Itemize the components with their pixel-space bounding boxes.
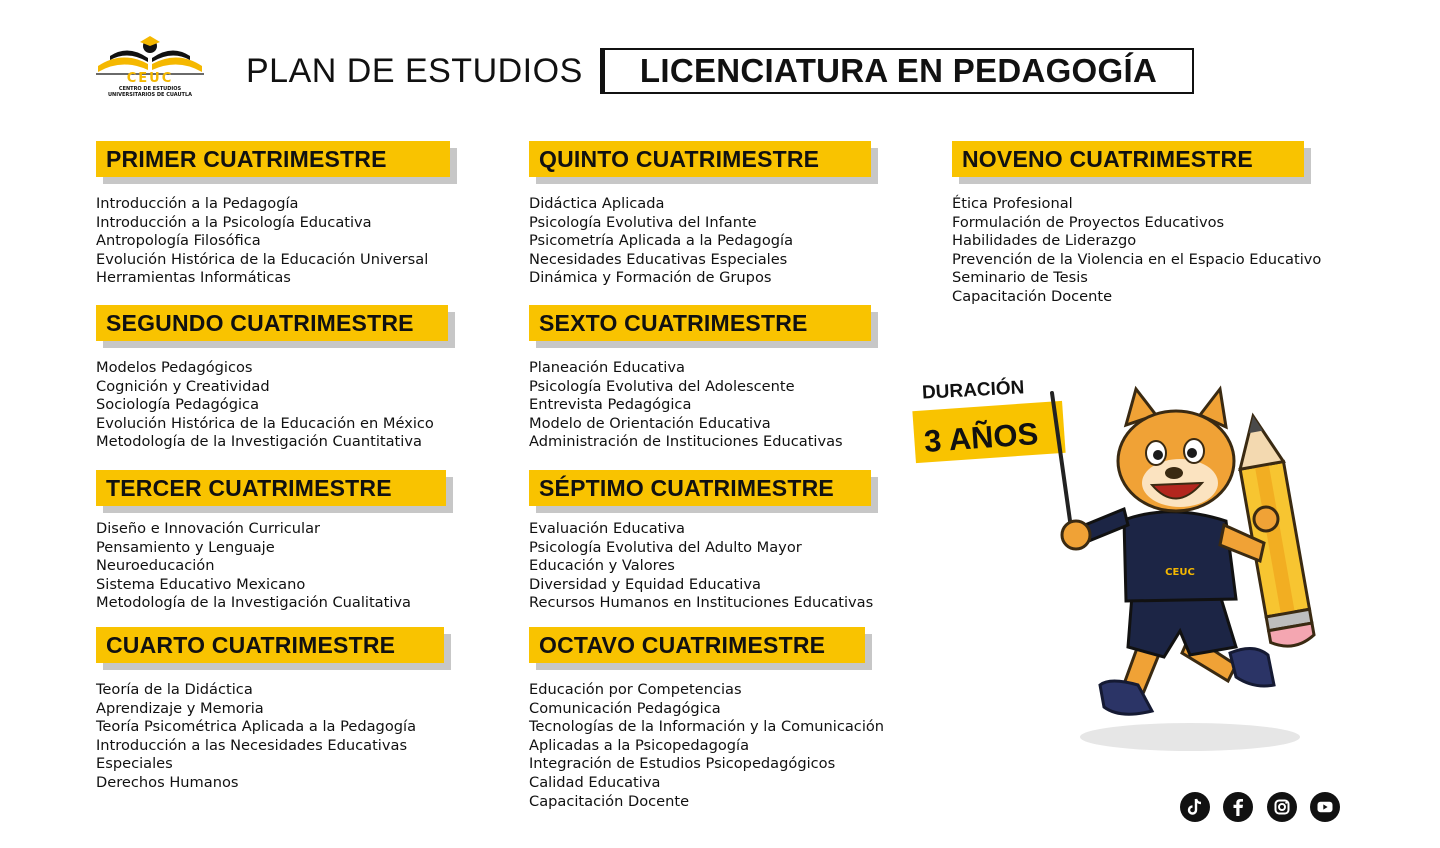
subject-item: Psicometría Aplicada a la Pedagogía: [529, 232, 794, 250]
semester-9: [952, 141, 1321, 307]
subject-item: Didáctica Aplicada: [529, 195, 665, 212]
subject-item: Derechos Humanos: [96, 773, 239, 791]
subject-item: Formulación de Proyectos Educativos: [952, 213, 1225, 231]
subject-item: Aprendizaje y Memoria: [96, 699, 264, 717]
ceuc-logo: [92, 36, 208, 104]
youtube-icon[interactable]: [1310, 792, 1340, 822]
duration-value: 3 AÑOS: [922, 416, 1040, 459]
subject-item: Especiales: [96, 755, 173, 773]
subject-item: Administración de Instituciones Educativas: [529, 433, 843, 451]
semester-title: SÉPTIMO CUATRIMESTRE: [529, 470, 871, 506]
subject-item: Teoría Psicométrica Aplicada a la Pedagogía: [96, 718, 417, 736]
subject-list: [529, 520, 873, 613]
subject-item: Psicología Evolutiva del Adolescente: [529, 377, 795, 395]
subject-item: Integración de Estudios Psicopedagógicos: [529, 755, 836, 773]
semester-title: TERCER CUATRIMESTRE: [96, 470, 446, 506]
subject-item: Modelo de Orientación Educativa: [529, 414, 771, 432]
subject-item: Psicología Evolutiva del Infante: [529, 213, 757, 231]
subject-item: Habilidades de Liderazgo: [952, 232, 1137, 250]
subject-item: Dinámica y Formación de Grupos: [529, 269, 772, 287]
subject-item: Comunicación Pedagógica: [529, 699, 721, 717]
subject-item: Psicología Evolutiva del Adulto Mayor: [529, 538, 802, 556]
subject-item: Modelos Pedagógicos: [96, 359, 253, 376]
subject-list: [96, 195, 450, 288]
open-book-icon: [92, 36, 208, 76]
semester-title: QUINTO CUATRIMESTRE: [529, 141, 871, 177]
semester-title: CUARTO CUATRIMESTRE: [96, 627, 444, 663]
subject-item: Ética Profesional: [952, 195, 1073, 212]
subject-item: Seminario de Tesis: [952, 269, 1088, 287]
semester-1: [96, 141, 450, 288]
subject-item: Metodología de la Investigación Cuantitativa: [96, 433, 422, 451]
subject-item: Capacitación Docente: [952, 287, 1113, 305]
logo-subtitle-line2: UNIVERSITARIOS DE CUAUTLA: [107, 92, 193, 98]
subject-item: Evaluación Educativa: [529, 520, 685, 537]
program-title: LICENCIATURA EN PEDAGOGÍA: [600, 48, 1194, 94]
subject-item: Necesidades Educativas Especiales: [529, 250, 788, 268]
duration-label: DURACIÓN: [921, 377, 1025, 404]
subject-item: Introducción a la Pedagogía: [96, 195, 299, 212]
subject-item: Prevención de la Violencia en el Espacio Educativo: [952, 250, 1322, 268]
semester-4: [96, 627, 444, 793]
subject-item: Neuroeducación: [96, 557, 215, 575]
instagram-icon[interactable]: [1267, 792, 1297, 822]
subject-item: Tecnologías de la Información y la Comunicación: [529, 718, 885, 736]
subject-item: Cognición y Creatividad: [96, 377, 270, 395]
tiktok-icon[interactable]: [1180, 792, 1210, 822]
semester-6: [529, 305, 871, 452]
subject-item: Evolución Histórica de la Educación Universal: [96, 250, 429, 268]
semester-title: SEXTO CUATRIMESTRE: [529, 305, 871, 341]
semester-2: [96, 305, 448, 452]
subject-item: Planeación Educativa: [529, 359, 685, 376]
subject-item: Herramientas Informáticas: [96, 269, 291, 287]
semester-5: [529, 141, 871, 288]
subject-item: Capacitación Docente: [529, 792, 690, 810]
subject-item: Evolución Histórica de la Educación en México: [96, 414, 434, 432]
subject-item: Calidad Educativa: [529, 773, 661, 791]
semester-title: SEGUNDO CUATRIMESTRE: [96, 305, 448, 341]
semester-8: [529, 627, 884, 811]
semester-3: [96, 470, 446, 613]
subject-item: Sociología Pedagógica: [96, 396, 260, 414]
facebook-icon[interactable]: [1223, 792, 1253, 822]
page-title: PLAN DE ESTUDIOS: [246, 52, 583, 90]
subject-item: Aplicadas a la Psicopedagogía: [529, 736, 750, 754]
logo-subtitle-line1: CENTRO DE ESTUDIOS: [118, 86, 182, 92]
subject-item: Teoría de la Didáctica: [96, 681, 253, 698]
subject-item: Diversidad y Equidad Educativa: [529, 575, 761, 593]
semester-title: OCTAVO CUATRIMESTRE: [529, 627, 865, 663]
subject-list: [96, 359, 448, 452]
semester-7: [529, 470, 873, 613]
subject-list: [96, 520, 446, 613]
subject-item: Introducción a la Psicología Educativa: [96, 213, 372, 231]
subject-item: Metodología de la Investigación Cualitativa: [96, 594, 411, 612]
subject-list: [952, 195, 1321, 307]
semester-title: NOVENO CUATRIMESTRE: [952, 141, 1304, 177]
subject-item: Diseño e Innovación Curricular: [96, 520, 321, 537]
logo-abbreviation: CEUC: [126, 71, 174, 86]
shirt-logo: CEUC: [1165, 567, 1195, 578]
subject-item: Entrevista Pedagógica: [529, 396, 692, 414]
subject-item: Educación y Valores: [529, 557, 675, 575]
subject-list: [529, 359, 871, 452]
subject-item: Antropología Filosófica: [96, 232, 261, 250]
subject-item: Pensamiento y Lenguaje: [96, 538, 275, 556]
subject-item: Sistema Educativo Mexicano: [96, 575, 306, 593]
lynx-mascot-illustration: [1040, 385, 1350, 755]
subject-list: [529, 681, 884, 811]
subject-list: [96, 681, 444, 793]
subject-item: Educación por Competencias: [529, 681, 742, 698]
subject-item: Introducción a las Necesidades Educativas: [96, 736, 408, 754]
semester-title: PRIMER CUATRIMESTRE: [96, 141, 450, 177]
subject-item: Recursos Humanos en Instituciones Educativas: [529, 594, 874, 612]
subject-list: [529, 195, 871, 288]
